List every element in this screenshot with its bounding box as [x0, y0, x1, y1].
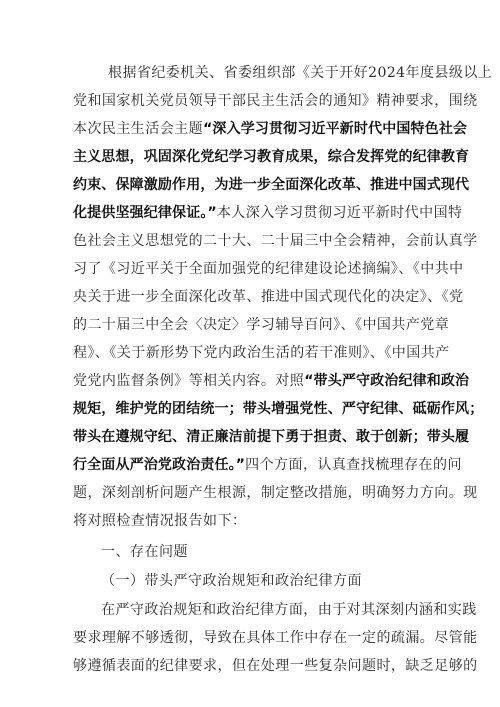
text-line: 在严守政治规矩和政治纪律方面，由于对其深刻内涵和实践 — [101, 602, 477, 618]
text-line: 根据省纪委机关、省委组织部《关于开好2024年度县级以上 — [108, 65, 493, 81]
text-line — [73, 455, 462, 475]
text-run: 四个方面，认真查找梳理存在的问 — [245, 457, 462, 473]
text-run: 本次民主生活会主题 — [73, 121, 204, 137]
four-aspects-bold: 行全面从严治党政治责任。” — [73, 457, 246, 473]
text-line: 够遵循表面的纪律要求，但在处理一些复杂问题时，缺乏足够的 — [73, 658, 478, 674]
theme-quote-bold: “深入学习贯彻习近平新时代中国特色社会 — [203, 121, 468, 137]
four-aspects-bold: 带头在遵规守纪、清正廉洁前提下勇于担责、敢于创新；带头履 — [73, 429, 470, 445]
four-aspects-bold: “带头严守政治纪律和政治 — [304, 373, 470, 389]
text-line — [73, 119, 467, 139]
text-line: 央关于进一步全面深化改革、推进中国式现代化的决定》、《党 — [73, 289, 464, 305]
text-run: 党党内监督条例》等相关内容。对照 — [73, 373, 305, 389]
subsection-heading: （一）带头严守政治规矩和政治纪律方面 — [101, 573, 362, 589]
text-line — [73, 371, 469, 391]
text-line — [73, 203, 463, 223]
theme-quote-bold: 主义思想，巩固深化党纪学习教育成果，综合发挥党的纪律教育 — [73, 149, 470, 165]
theme-quote-bold: 约束、保障激励作用，为进一步全面深化改革、推进中国式现代 — [73, 177, 470, 193]
text-line: 党和国家机关党员领导干部民主生活会的通知》精神要求，围绕 — [73, 93, 478, 109]
theme-quote-bold: 化提供坚强纪律保证。” — [73, 205, 217, 221]
text-line: 色社会主义思想党的二十大、二十届三中全会精神，会前认真学 — [73, 233, 478, 249]
text-line: 的二十届三中全会〈决定〉学习辅导百问》、《中国共产党章 — [73, 317, 450, 333]
text-run: 本人深入学习贯彻习近平新时代中国特 — [216, 205, 463, 221]
text-line: 要求理解不够透彻，导致在具体工作中存在一定的疏漏。尽管能 — [73, 630, 478, 646]
four-aspects-bold: 规矩，维护党的团结统一；带头增强党性、严守纪律、砥砺作风； — [73, 401, 484, 417]
text-line: 习了《习近平关于全面加强党的纪律建设论述摘编》、《中共中 — [73, 261, 464, 277]
section-heading: 一、存在问题 — [101, 544, 188, 560]
text-line: 程》、《关于新形势下党内政治生活的若干准则》、《中国共产 — [73, 345, 450, 361]
text-line: 题，深刻剖析问题产生根源，制定整改措施，明确努力方向。现 — [73, 485, 478, 501]
text-line: 将对照检查情况报告如下： — [73, 513, 247, 529]
